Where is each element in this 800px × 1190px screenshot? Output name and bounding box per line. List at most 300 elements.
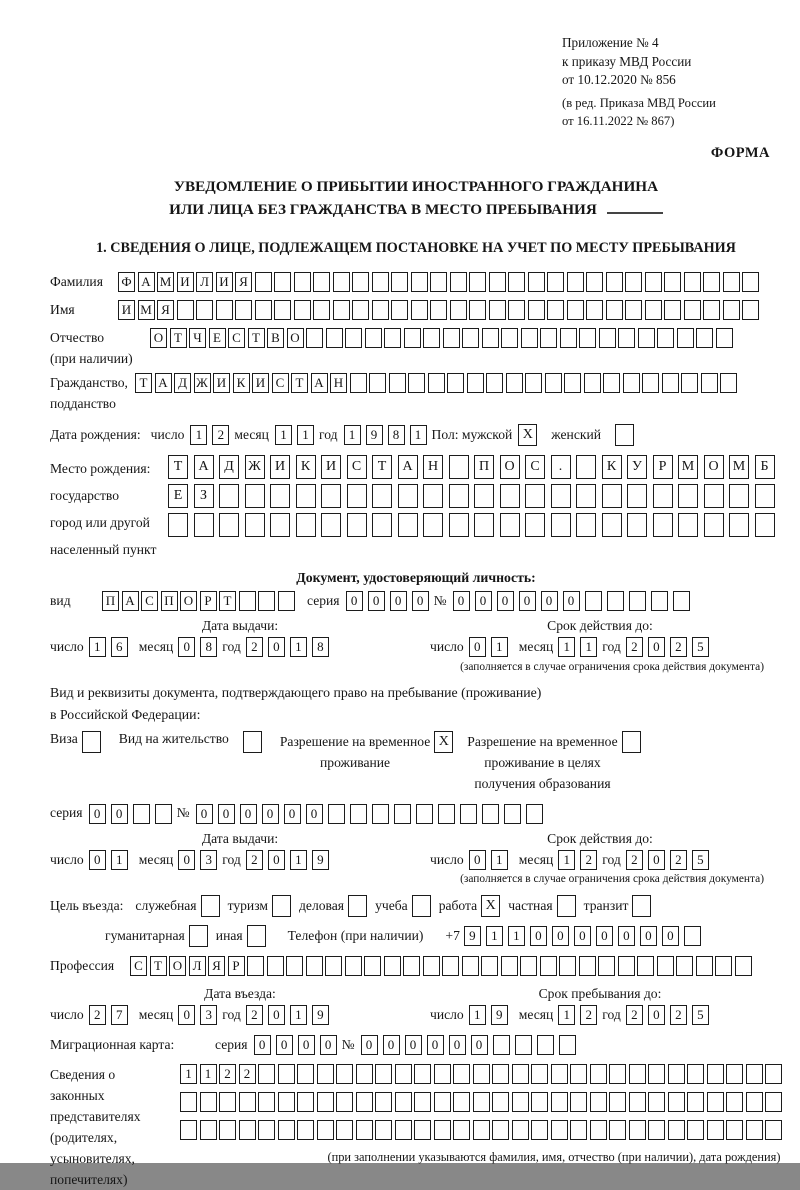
char-cell[interactable] <box>704 513 724 537</box>
char-cell[interactable]: 1 <box>558 1005 575 1025</box>
char-cell[interactable] <box>681 373 698 393</box>
char-cell[interactable] <box>235 300 252 320</box>
char-cell[interactable] <box>239 591 256 611</box>
char-cell[interactable]: Т <box>372 455 392 479</box>
char-cell[interactable] <box>707 1120 724 1140</box>
char-cell[interactable]: 8 <box>200 637 217 657</box>
char-cell[interactable] <box>423 513 443 537</box>
char-cell[interactable] <box>473 1064 490 1084</box>
char-cell[interactable]: 0 <box>469 850 486 870</box>
char-cell[interactable] <box>313 272 330 292</box>
char-cell[interactable] <box>356 1120 373 1140</box>
purpose-turizm-checkbox[interactable] <box>272 895 291 917</box>
char-cell[interactable] <box>584 373 601 393</box>
char-cell[interactable] <box>278 1064 295 1084</box>
char-cell[interactable]: О <box>287 328 304 348</box>
char-cell[interactable] <box>267 956 284 976</box>
char-cell[interactable] <box>481 956 498 976</box>
char-cell[interactable] <box>372 804 389 824</box>
char-cell[interactable] <box>434 1120 451 1140</box>
char-cell[interactable]: 0 <box>178 850 195 870</box>
char-cell[interactable]: К <box>296 455 316 479</box>
char-cell[interactable]: 2 <box>626 1005 643 1025</box>
char-cell[interactable]: 0 <box>276 1035 293 1055</box>
char-cell[interactable] <box>270 484 290 508</box>
char-cell[interactable] <box>372 513 392 537</box>
char-cell[interactable]: 0 <box>196 804 213 824</box>
char-cell[interactable]: 0 <box>320 1035 337 1055</box>
char-cell[interactable]: 8 <box>312 637 329 657</box>
char-cell[interactable] <box>469 300 486 320</box>
char-cell[interactable] <box>508 300 525 320</box>
char-cell[interactable]: 5 <box>692 850 709 870</box>
char-cell[interactable] <box>255 272 272 292</box>
char-cell[interactable] <box>723 272 740 292</box>
char-cell[interactable] <box>638 328 655 348</box>
char-cell[interactable]: М <box>729 455 749 479</box>
char-cell[interactable] <box>398 484 418 508</box>
char-cell[interactable] <box>313 300 330 320</box>
char-cell[interactable] <box>528 300 545 320</box>
char-cell[interactable] <box>506 373 523 393</box>
char-cell[interactable] <box>525 484 545 508</box>
char-cell[interactable] <box>180 1092 197 1112</box>
char-cell[interactable]: 0 <box>178 1005 195 1025</box>
char-cell[interactable] <box>642 373 659 393</box>
visa-checkbox[interactable] <box>82 731 101 753</box>
char-cell[interactable]: 0 <box>405 1035 422 1055</box>
char-cell[interactable] <box>180 1120 197 1140</box>
char-cell[interactable]: 2 <box>246 637 263 657</box>
char-cell[interactable] <box>648 1120 665 1140</box>
char-cell[interactable] <box>676 956 693 976</box>
char-cell[interactable] <box>493 1035 510 1055</box>
char-cell[interactable]: 9 <box>464 926 481 946</box>
char-cell[interactable] <box>687 1092 704 1112</box>
char-cell[interactable] <box>729 484 749 508</box>
char-cell[interactable] <box>551 1120 568 1140</box>
char-cell[interactable] <box>492 1064 509 1084</box>
char-cell[interactable]: С <box>347 455 367 479</box>
char-cell[interactable] <box>294 300 311 320</box>
char-cell[interactable] <box>384 328 401 348</box>
char-cell[interactable]: 1 <box>190 425 207 445</box>
char-cell[interactable] <box>559 956 576 976</box>
char-cell[interactable]: М <box>157 272 174 292</box>
char-cell[interactable] <box>525 373 542 393</box>
char-cell[interactable] <box>317 1120 334 1140</box>
char-cell[interactable]: Л <box>189 956 206 976</box>
char-cell[interactable] <box>607 591 624 611</box>
char-cell[interactable]: Н <box>423 455 443 479</box>
char-cell[interactable] <box>449 455 469 479</box>
char-cell[interactable]: 1 <box>491 850 508 870</box>
char-cell[interactable] <box>586 272 603 292</box>
char-cell[interactable]: 0 <box>648 1005 665 1025</box>
char-cell[interactable] <box>599 328 616 348</box>
char-cell[interactable] <box>375 1120 392 1140</box>
char-cell[interactable] <box>428 373 445 393</box>
char-cell[interactable] <box>278 1120 295 1140</box>
char-cell[interactable] <box>765 1064 782 1084</box>
char-cell[interactable]: С <box>141 591 158 611</box>
char-cell[interactable] <box>707 1064 724 1084</box>
char-cell[interactable] <box>286 956 303 976</box>
char-cell[interactable]: 5 <box>692 637 709 657</box>
char-cell[interactable]: А <box>398 455 418 479</box>
char-cell[interactable]: 0 <box>519 591 536 611</box>
char-cell[interactable] <box>404 328 421 348</box>
char-cell[interactable]: 0 <box>306 804 323 824</box>
char-cell[interactable]: 0 <box>574 926 591 946</box>
char-cell[interactable] <box>372 300 389 320</box>
char-cell[interactable] <box>423 956 440 976</box>
char-cell[interactable] <box>715 956 732 976</box>
char-cell[interactable]: 3 <box>200 1005 217 1025</box>
char-cell[interactable] <box>423 328 440 348</box>
char-cell[interactable] <box>453 1120 470 1140</box>
char-cell[interactable]: 1 <box>508 926 525 946</box>
char-cell[interactable] <box>629 591 646 611</box>
char-cell[interactable] <box>637 956 654 976</box>
char-cell[interactable]: О <box>150 328 167 348</box>
char-cell[interactable] <box>365 328 382 348</box>
char-cell[interactable]: 2 <box>219 1064 236 1084</box>
char-cell[interactable]: . <box>551 455 571 479</box>
char-cell[interactable]: 1 <box>486 926 503 946</box>
char-cell[interactable]: 2 <box>89 1005 106 1025</box>
char-cell[interactable] <box>317 1064 334 1084</box>
char-cell[interactable] <box>746 1120 763 1140</box>
char-cell[interactable]: З <box>194 484 214 508</box>
char-cell[interactable] <box>678 484 698 508</box>
char-cell[interactable] <box>258 1064 275 1084</box>
purpose-inaya-checkbox[interactable] <box>247 925 266 947</box>
char-cell[interactable]: О <box>704 455 724 479</box>
char-cell[interactable] <box>545 373 562 393</box>
char-cell[interactable] <box>500 513 520 537</box>
char-cell[interactable] <box>430 272 447 292</box>
char-cell[interactable] <box>668 1120 685 1140</box>
char-cell[interactable]: 2 <box>670 1005 687 1025</box>
char-cell[interactable]: 0 <box>412 591 429 611</box>
char-cell[interactable] <box>664 272 681 292</box>
char-cell[interactable] <box>687 1064 704 1084</box>
char-cell[interactable] <box>521 328 538 348</box>
char-cell[interactable] <box>450 272 467 292</box>
char-cell[interactable] <box>489 272 506 292</box>
char-cell[interactable] <box>765 1120 782 1140</box>
char-cell[interactable] <box>629 1064 646 1084</box>
char-cell[interactable]: С <box>525 455 545 479</box>
purpose-tranzit-checkbox[interactable] <box>632 895 651 917</box>
char-cell[interactable] <box>629 1092 646 1112</box>
char-cell[interactable]: Л <box>196 272 213 292</box>
char-cell[interactable]: Н <box>330 373 347 393</box>
char-cell[interactable] <box>474 513 494 537</box>
char-cell[interactable]: 0 <box>268 637 285 657</box>
char-cell[interactable] <box>684 272 701 292</box>
char-cell[interactable]: С <box>272 373 289 393</box>
char-cell[interactable] <box>515 1035 532 1055</box>
char-cell[interactable] <box>559 1035 576 1055</box>
char-cell[interactable] <box>274 300 291 320</box>
char-cell[interactable] <box>216 300 233 320</box>
char-cell[interactable] <box>364 956 381 976</box>
char-cell[interactable] <box>449 513 469 537</box>
char-cell[interactable]: Ф <box>118 272 135 292</box>
char-cell[interactable] <box>467 373 484 393</box>
char-cell[interactable]: С <box>228 328 245 348</box>
char-cell[interactable] <box>606 272 623 292</box>
char-cell[interactable] <box>602 513 622 537</box>
char-cell[interactable]: 1 <box>275 425 292 445</box>
char-cell[interactable]: И <box>321 455 341 479</box>
char-cell[interactable] <box>726 1092 743 1112</box>
char-cell[interactable] <box>547 272 564 292</box>
char-cell[interactable] <box>447 373 464 393</box>
char-cell[interactable]: М <box>138 300 155 320</box>
char-cell[interactable]: 0 <box>662 926 679 946</box>
char-cell[interactable] <box>551 1092 568 1112</box>
char-cell[interactable] <box>453 1092 470 1112</box>
char-cell[interactable]: Т <box>168 455 188 479</box>
char-cell[interactable] <box>531 1120 548 1140</box>
char-cell[interactable] <box>586 300 603 320</box>
char-cell[interactable]: А <box>311 373 328 393</box>
char-cell[interactable]: 0 <box>640 926 657 946</box>
char-cell[interactable] <box>579 956 596 976</box>
char-cell[interactable] <box>720 373 737 393</box>
char-cell[interactable] <box>742 272 759 292</box>
char-cell[interactable]: 1 <box>290 1005 307 1025</box>
char-cell[interactable] <box>326 328 343 348</box>
char-cell[interactable] <box>394 804 411 824</box>
char-cell[interactable] <box>726 1120 743 1140</box>
char-cell[interactable]: И <box>177 272 194 292</box>
char-cell[interactable] <box>245 513 265 537</box>
char-cell[interactable] <box>345 328 362 348</box>
char-cell[interactable] <box>297 1092 314 1112</box>
char-cell[interactable] <box>684 300 701 320</box>
char-cell[interactable]: 1 <box>297 425 314 445</box>
char-cell[interactable]: Б <box>755 455 775 479</box>
char-cell[interactable] <box>492 1092 509 1112</box>
char-cell[interactable]: И <box>252 373 269 393</box>
char-cell[interactable]: 1 <box>558 850 575 870</box>
char-cell[interactable] <box>306 328 323 348</box>
sex-male-checkbox[interactable]: X <box>518 424 537 446</box>
char-cell[interactable] <box>306 956 323 976</box>
char-cell[interactable] <box>297 1064 314 1084</box>
char-cell[interactable]: П <box>102 591 119 611</box>
char-cell[interactable]: А <box>122 591 139 611</box>
char-cell[interactable] <box>602 484 622 508</box>
char-cell[interactable] <box>356 1064 373 1084</box>
char-cell[interactable] <box>531 1064 548 1084</box>
char-cell[interactable] <box>570 1064 587 1084</box>
char-cell[interactable]: М <box>678 455 698 479</box>
char-cell[interactable] <box>296 484 316 508</box>
char-cell[interactable] <box>395 1064 412 1084</box>
char-cell[interactable] <box>391 300 408 320</box>
char-cell[interactable] <box>462 956 479 976</box>
char-cell[interactable] <box>196 300 213 320</box>
purpose-rabota-checkbox[interactable]: X <box>481 895 500 917</box>
char-cell[interactable] <box>372 272 389 292</box>
char-cell[interactable] <box>375 1092 392 1112</box>
char-cell[interactable] <box>255 300 272 320</box>
char-cell[interactable]: Р <box>228 956 245 976</box>
char-cell[interactable]: 0 <box>298 1035 315 1055</box>
char-cell[interactable] <box>321 484 341 508</box>
purpose-gumanitarnaya-checkbox[interactable] <box>189 925 208 947</box>
char-cell[interactable] <box>723 300 740 320</box>
char-cell[interactable]: 0 <box>471 1035 488 1055</box>
char-cell[interactable]: 2 <box>670 850 687 870</box>
char-cell[interactable]: 0 <box>111 804 128 824</box>
char-cell[interactable] <box>746 1064 763 1084</box>
char-cell[interactable]: Ж <box>194 373 211 393</box>
char-cell[interactable]: 6 <box>111 637 128 657</box>
char-cell[interactable] <box>576 513 596 537</box>
char-cell[interactable] <box>489 300 506 320</box>
char-cell[interactable] <box>278 1092 295 1112</box>
char-cell[interactable] <box>547 300 564 320</box>
char-cell[interactable]: 5 <box>692 1005 709 1025</box>
char-cell[interactable]: П <box>474 455 494 479</box>
char-cell[interactable]: 0 <box>89 850 106 870</box>
char-cell[interactable] <box>525 513 545 537</box>
char-cell[interactable] <box>648 1092 665 1112</box>
char-cell[interactable] <box>609 1064 626 1084</box>
char-cell[interactable] <box>668 1064 685 1084</box>
char-cell[interactable] <box>194 513 214 537</box>
char-cell[interactable]: 0 <box>618 926 635 946</box>
char-cell[interactable]: 0 <box>262 804 279 824</box>
char-cell[interactable] <box>460 804 477 824</box>
char-cell[interactable]: Я <box>157 300 174 320</box>
char-cell[interactable] <box>411 300 428 320</box>
char-cell[interactable]: 2 <box>580 1005 597 1025</box>
char-cell[interactable]: Р <box>653 455 673 479</box>
purpose-chastnaya-checkbox[interactable] <box>557 895 576 917</box>
char-cell[interactable]: А <box>194 455 214 479</box>
char-cell[interactable] <box>414 1092 431 1112</box>
char-cell[interactable] <box>560 328 577 348</box>
char-cell[interactable]: 2 <box>246 850 263 870</box>
char-cell[interactable] <box>684 926 701 946</box>
char-cell[interactable] <box>598 956 615 976</box>
char-cell[interactable]: 0 <box>648 637 665 657</box>
char-cell[interactable]: 0 <box>497 591 514 611</box>
char-cell[interactable]: 1 <box>558 637 575 657</box>
char-cell[interactable]: 7 <box>111 1005 128 1025</box>
char-cell[interactable] <box>336 1092 353 1112</box>
char-cell[interactable] <box>662 373 679 393</box>
char-cell[interactable] <box>508 272 525 292</box>
char-cell[interactable] <box>703 272 720 292</box>
char-cell[interactable] <box>726 1064 743 1084</box>
char-cell[interactable] <box>531 1092 548 1112</box>
char-cell[interactable]: Я <box>235 272 252 292</box>
char-cell[interactable] <box>321 513 341 537</box>
char-cell[interactable] <box>473 1092 490 1112</box>
char-cell[interactable] <box>664 300 681 320</box>
char-cell[interactable]: 9 <box>312 850 329 870</box>
char-cell[interactable] <box>278 591 295 611</box>
char-cell[interactable]: 0 <box>268 850 285 870</box>
char-cell[interactable]: И <box>213 373 230 393</box>
char-cell[interactable] <box>629 1120 646 1140</box>
sex-female-checkbox[interactable] <box>615 424 634 446</box>
char-cell[interactable] <box>579 328 596 348</box>
char-cell[interactable]: 0 <box>541 591 558 611</box>
purpose-sluzhebnaya-checkbox[interactable] <box>201 895 220 917</box>
char-cell[interactable]: 0 <box>530 926 547 946</box>
char-cell[interactable]: 2 <box>670 637 687 657</box>
char-cell[interactable] <box>297 1120 314 1140</box>
char-cell[interactable]: Е <box>209 328 226 348</box>
char-cell[interactable] <box>442 956 459 976</box>
char-cell[interactable]: 1 <box>410 425 427 445</box>
char-cell[interactable] <box>590 1092 607 1112</box>
char-cell[interactable]: Я <box>208 956 225 976</box>
char-cell[interactable]: И <box>216 272 233 292</box>
char-cell[interactable]: 2 <box>212 425 229 445</box>
char-cell[interactable]: Д <box>219 455 239 479</box>
char-cell[interactable]: 8 <box>388 425 405 445</box>
char-cell[interactable] <box>668 1092 685 1112</box>
char-cell[interactable] <box>411 272 428 292</box>
char-cell[interactable] <box>512 1092 529 1112</box>
char-cell[interactable] <box>247 956 264 976</box>
char-cell[interactable] <box>375 1064 392 1084</box>
purpose-delovaya-checkbox[interactable] <box>348 895 367 917</box>
char-cell[interactable] <box>742 300 759 320</box>
char-cell[interactable] <box>177 300 194 320</box>
char-cell[interactable] <box>645 300 662 320</box>
char-cell[interactable] <box>239 1120 256 1140</box>
char-cell[interactable] <box>482 328 499 348</box>
char-cell[interactable]: К <box>602 455 622 479</box>
char-cell[interactable] <box>603 373 620 393</box>
char-cell[interactable] <box>336 1064 353 1084</box>
char-cell[interactable] <box>258 1092 275 1112</box>
char-cell[interactable]: Т <box>291 373 308 393</box>
char-cell[interactable] <box>606 300 623 320</box>
char-cell[interactable]: 1 <box>180 1064 197 1084</box>
char-cell[interactable] <box>325 956 342 976</box>
char-cell[interactable] <box>716 328 733 348</box>
char-cell[interactable]: 9 <box>491 1005 508 1025</box>
char-cell[interactable]: 1 <box>580 637 597 657</box>
char-cell[interactable] <box>501 956 518 976</box>
char-cell[interactable] <box>350 373 367 393</box>
char-cell[interactable] <box>648 1064 665 1084</box>
char-cell[interactable]: Е <box>168 484 188 508</box>
char-cell[interactable]: Ч <box>189 328 206 348</box>
char-cell[interactable] <box>155 804 172 824</box>
char-cell[interactable]: Т <box>150 956 167 976</box>
char-cell[interactable] <box>540 328 557 348</box>
char-cell[interactable] <box>618 328 635 348</box>
char-cell[interactable]: К <box>233 373 250 393</box>
char-cell[interactable] <box>296 513 316 537</box>
char-cell[interactable] <box>395 1120 412 1140</box>
char-cell[interactable]: 9 <box>312 1005 329 1025</box>
char-cell[interactable] <box>501 328 518 348</box>
